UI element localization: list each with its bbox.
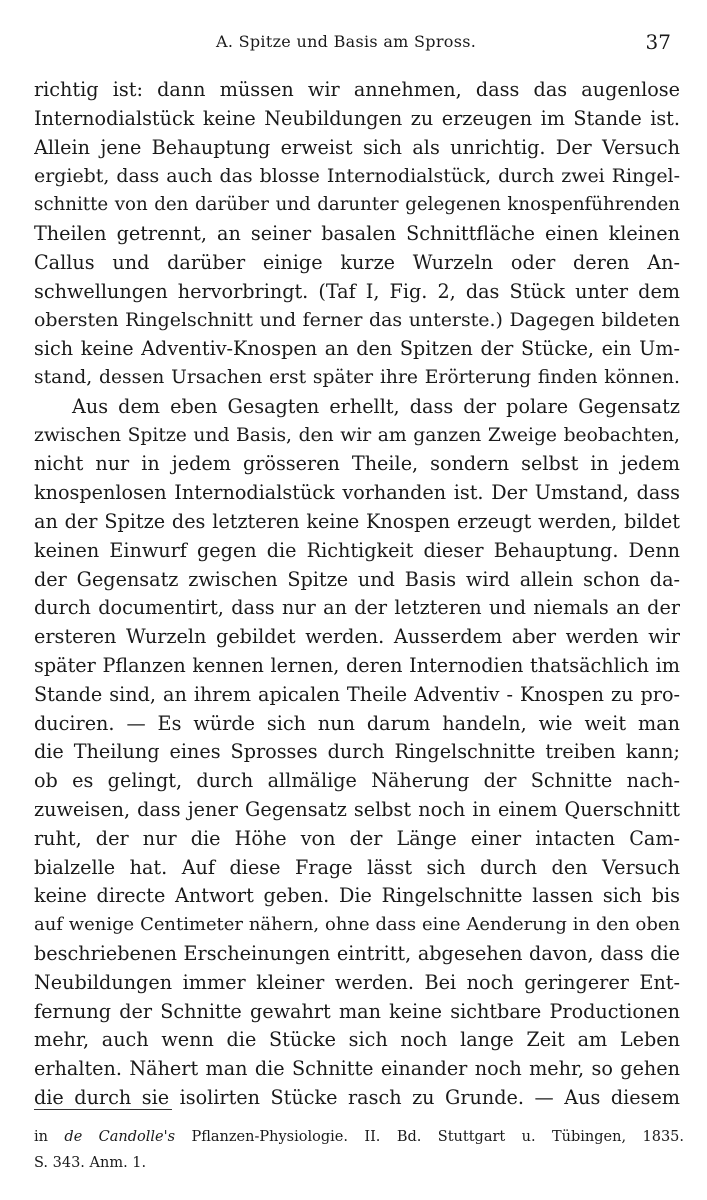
text-line: Stande sind, an ihrem apicalen Theile Adventiv - Knospen zu pro- (34, 682, 680, 706)
text-line: durch documentirt, dass nur an der letzteren und niemals an der (34, 596, 680, 620)
text-line: Neubildungen immer kleiner werden. Bei noch geringerer Ent- (34, 970, 680, 994)
footnote (34, 1124, 684, 1176)
text-line: der Gegensatz zwischen Spitze und Basis wird allein schon da- (34, 567, 680, 591)
text-line: keinen Einwurf gegen die Richtigkeit dieser Behauptung. Denn (34, 538, 680, 562)
text-line: zuweisen, dass jener Gegensatz selbst noch in einem Querschnitt (34, 797, 680, 821)
text-line: bialzelle hat. Auf diese Frage lässt sich durch den Versuch (34, 855, 680, 879)
text-line: ruht, der nur die Höhe von der Länge einer intacten Cam- (34, 826, 680, 850)
text-line: fernung der Schnitte gewahrt man keine sichtbare Productionen (34, 999, 680, 1023)
text-line: die Theilung eines Sprosses durch Ringelschnitte treiben kann; (34, 740, 680, 764)
text-line: keine directe Antwort geben. Die Ringelschnitte lassen sich bis (34, 884, 680, 908)
text-line: knospenlosen Internodialstück vorhanden ist. Der Umstand, dass (34, 481, 680, 505)
text-line: Theilen getrennt, an seiner basalen Schnittfläche einen kleinen (34, 221, 680, 245)
text-line: auf wenige Centimeter nähern, ohne dass eine Aenderung in den oben (34, 914, 680, 936)
text-line: beschriebenen Erscheinungen eintritt, abgesehen davon, dass die (34, 941, 680, 965)
text-line: schnitte von den darüber und darunter gelegenen knospenführenden (34, 194, 680, 216)
text-line: nicht nur in jedem grösseren Theile, sondern selbst in jedem (34, 452, 680, 476)
text-line: schwellungen hervorbringt. (Taf I, Fig. 2, das Stück unter dem (34, 279, 680, 303)
footnote-prefix: in (34, 1129, 48, 1145)
running-header (0, 30, 707, 56)
text-line: duciren. — Es würde sich nun darum handeln, wie weit man (34, 711, 680, 735)
footnote-divider (34, 1109, 172, 1110)
text-line: obersten Ringelschnitt und ferner das unterste.) Dagegen bildeten (34, 309, 680, 332)
footnote-citation: Pflanzen-Physiologie. II. Bd. Stuttgart u. Tübingen, 1835. (191, 1129, 685, 1145)
text-line: stand, dessen Ursachen erst später ihre Erörterung finden können. (34, 366, 680, 388)
page-number: 37 (645, 30, 671, 54)
text-line: mehr, auch wenn die Stücke sich noch lange Zeit am Leben (34, 1028, 680, 1052)
text-line: ob es gelingt, durch allmälige Näherung der Schnitte nach- (34, 769, 680, 793)
text-line: erhalten. Nähert man die Schnitte einander noch mehr, so gehen (34, 1057, 680, 1081)
text-line: Callus und darüber einige kurze Wurzeln oder deren An- (34, 250, 680, 274)
running-header-title: A. Spitze und Basis am Spross. (216, 32, 477, 51)
text-line: ergiebt, dass auch das blosse Internodialstück, durch zwei Ringel- (34, 165, 680, 188)
footnote-author: de Candolle's (64, 1129, 176, 1145)
text-line: sich keine Adventiv-Knospen an den Spitzen der Stücke, ein Um- (34, 337, 680, 361)
text-line: zwischen Spitze und Basis, den wir am ganzen Zweige beobachten, (34, 424, 680, 446)
paragraph-start-line: Aus dem eben Gesagten erhellt, dass der polare Gegensatz (72, 394, 680, 418)
footnote-line (34, 1124, 684, 1150)
text-line: ersteren Wurzeln gebildet werden. Ausserdem aber werden wir (34, 625, 680, 649)
text-line: an der Spitze des letzteren keine Knospen erzeugt werden, bildet (34, 509, 680, 533)
body-text (34, 76, 680, 1113)
text-line: später Pflanzen kennen lernen, deren Internodien thatsächlich im (34, 653, 680, 677)
text-line: Internodialstück keine Neubildungen zu erzeugen im Stande ist. (34, 106, 680, 130)
footnote-line: S. 343. Anm. 1. (34, 1155, 147, 1171)
text-line: die durch sie isolirten Stücke rasch zu Grunde. — Aus diesem (34, 1085, 680, 1109)
text-line: Allein jene Behauptung erweist sich als unrichtig. Der Versuch (34, 135, 680, 159)
text-line: richtig ist: dann müssen wir annehmen, dass das augenlose (34, 78, 680, 101)
